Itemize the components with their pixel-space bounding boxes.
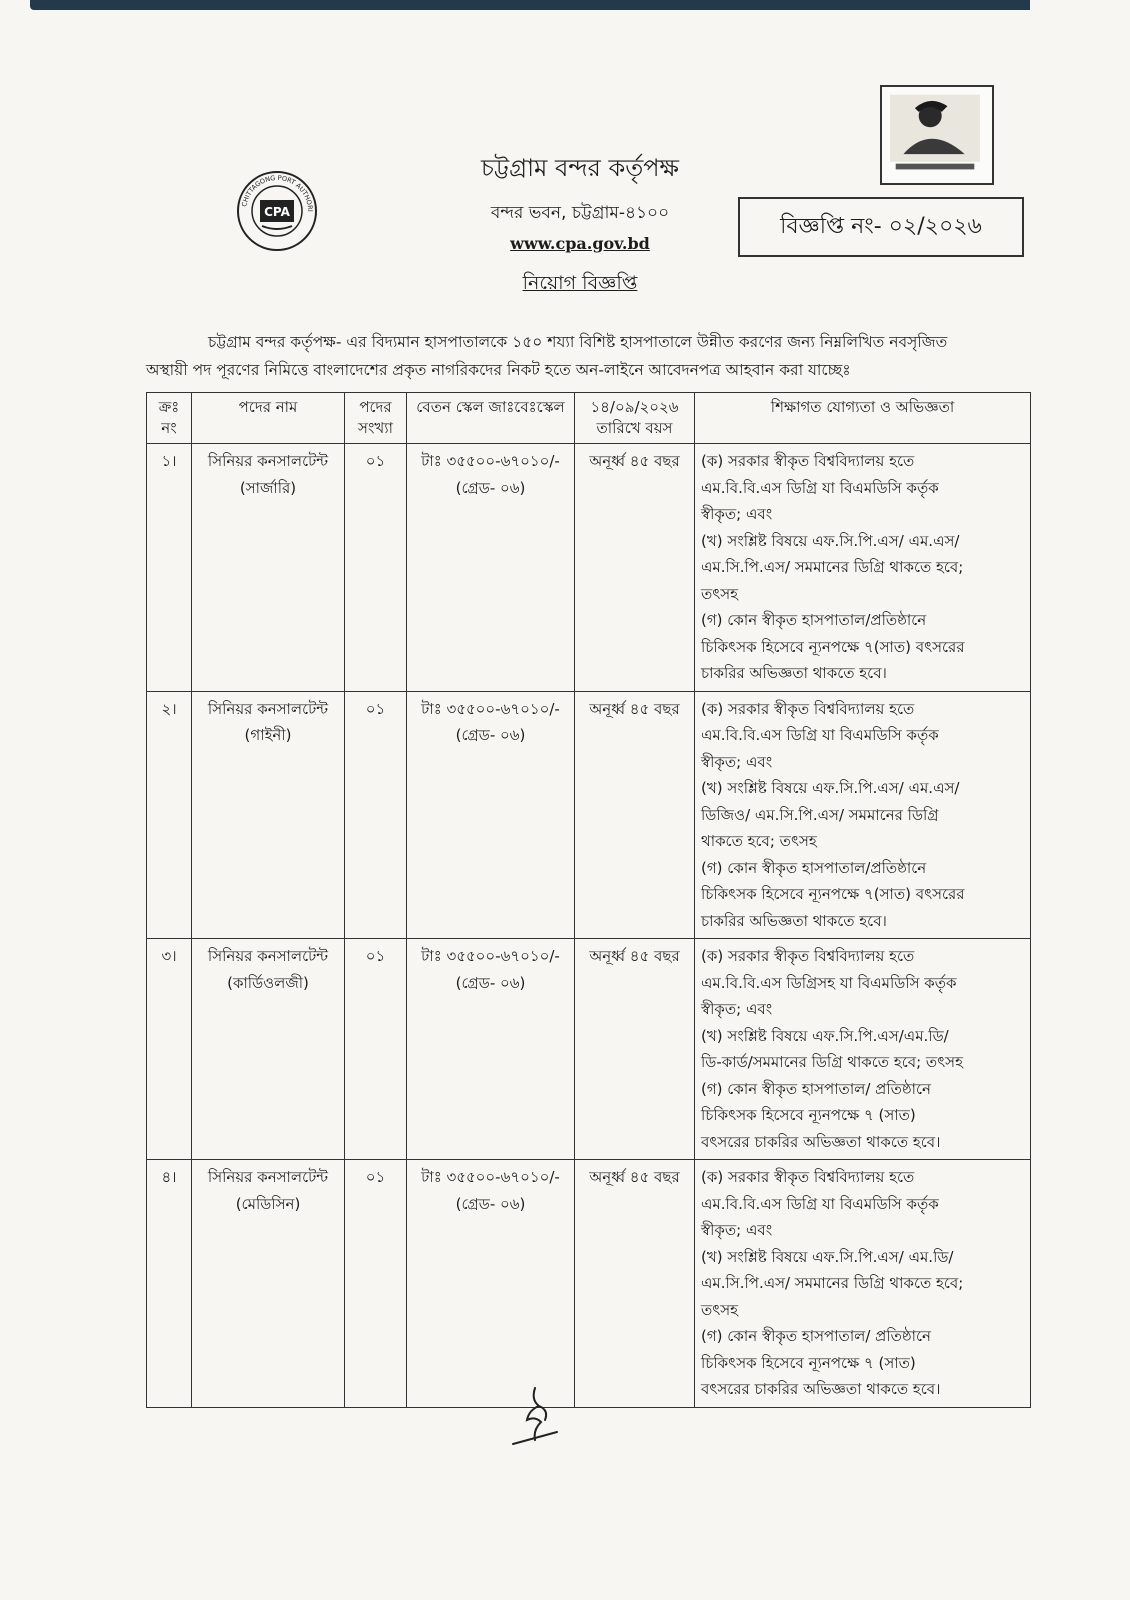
row-qualification — [695, 939, 1031, 1160]
row-post — [192, 939, 345, 1160]
qualification-line: (খ) সংশ্লিষ্ট বিষয়ে এফ.সি.পি.এস/ এম.ডি/ — [701, 1247, 954, 1266]
qualification-line: স্বীকৃত; এবং — [701, 752, 773, 771]
website-link[interactable]: www.cpa.gov.bd — [510, 234, 650, 253]
qualification-line: (ক) সরকার স্বীকৃত বিশ্ববিদ্যালয় হতে — [701, 699, 915, 718]
qualification-line: এম.বি.বি.এস ডিগ্রি যা বিএমডিসি কর্তৃক — [701, 1194, 939, 1213]
svg-text:CHITTAGONG PORT AUTHORITY: CHITTAGONG PORT AUTHORI — [240, 173, 315, 212]
row-qualification — [695, 1160, 1031, 1408]
post-dept: (গাইনী) — [244, 726, 292, 744]
table-row — [147, 444, 1031, 692]
row-post — [192, 444, 345, 692]
qualification-line: (গ) কোন স্বীকৃত হাসপাতাল/ প্রতিষ্ঠানে — [701, 1079, 932, 1098]
qualification-line: স্বীকৃত; এবং — [701, 1000, 773, 1018]
row-count: ০১ — [345, 444, 407, 692]
qualification-line: স্বীকৃত; এবং — [701, 1221, 773, 1239]
header-serial: ক্রঃ নং — [147, 393, 192, 444]
org-address: বন্দর ভবন, চট্টগ্রাম-৪১০০ — [490, 203, 670, 223]
row-age: অনূর্ধ্ব ৪৫ বছর — [575, 939, 695, 1160]
qualification-line: তৎসহ — [701, 584, 739, 603]
post-title: সিনিয়র কনসালটেন্ট — [207, 699, 329, 718]
row-age: অনূর্ধ্ব ৪৫ বছর — [575, 691, 695, 939]
post-title: সিনিয়র কনসালটেন্ট — [207, 947, 329, 965]
qualification-line: (ক) সরকার স্বীকৃত বিশ্ববিদ্যালয় হতে — [701, 452, 915, 470]
pay-scale: টাঃ ৩৫৫০০-৬৭০১০/- — [421, 1168, 560, 1186]
qualification-line: ডি-কার্ড/সমমানের ডিগ্রি থাকতে হবে; তৎসহ — [701, 1053, 963, 1071]
org-name: চট্টগ্রাম বন্দর কর্তৃপক্ষ — [481, 154, 679, 182]
row-pay — [407, 691, 575, 939]
qualification-line: এম.বি.বি.এস ডিগ্রি যা বিএমডিসি কর্তৃক — [701, 726, 939, 744]
qualification-line: স্বীকৃত; এবং — [701, 505, 773, 523]
row-pay — [407, 1160, 575, 1408]
svg-text:CPA: CPA — [264, 205, 290, 219]
header-post: পদের নাম — [192, 393, 345, 444]
row-serial: ২। — [147, 691, 192, 939]
pay-scale: টাঃ ৩৫৫০০-৬৭০১০/- — [421, 452, 560, 470]
grade: (গ্রেড- ০৬) — [455, 478, 526, 497]
grade: (গ্রেড- ০৬) — [455, 973, 526, 992]
notice-title: নিয়োগ বিজ্ঞপ্তি — [522, 272, 638, 294]
row-count: ০১ — [345, 691, 407, 939]
qualification-line: (খ) সংশ্লিষ্ট বিষয়ে এফ.সি.পি.এস/এম.ডি/ — [701, 1026, 949, 1045]
qualification-line: (খ) সংশ্লিষ্ট বিষয়ে এফ.সি.পি.এস/ এম.এস/ — [701, 531, 960, 550]
row-qualification — [695, 444, 1031, 692]
row-serial: ৪। — [147, 1160, 192, 1408]
table-header-row — [147, 393, 1031, 444]
portrait-image — [880, 85, 994, 185]
row-serial: ১। — [147, 444, 192, 692]
qualification-line: (গ) কোন স্বীকৃত হাসপাতাল/প্রতিষ্ঠানে — [701, 858, 927, 877]
post-title: সিনিয়র কনসালটেন্ট — [207, 452, 329, 470]
qualification-line: তৎসহ — [701, 1300, 739, 1319]
header-pay: বেতন স্কেল জাঃবেঃস্কেল — [407, 393, 575, 444]
header-qualification: শিক্ষাগত যোগ্যতা ও অভিজ্ঞতা — [695, 393, 1031, 444]
row-qualification — [695, 691, 1031, 939]
signature-icon — [505, 1380, 575, 1450]
intro-paragraph — [146, 328, 1026, 384]
grade: (গ্রেড- ০৬) — [455, 726, 526, 744]
row-pay — [407, 444, 575, 692]
grade: (গ্রেড- ০৬) — [455, 1194, 526, 1213]
table-row — [147, 1160, 1031, 1408]
notice-number-box: বিজ্ঞপ্তি নং- ০২/২০২৬ — [738, 197, 1024, 257]
qualification-line: (গ) কোন স্বীকৃত হাসপাতাল/প্রতিষ্ঠানে — [701, 611, 927, 629]
qualification-line: বৎসরের চাকরির অভিজ্ঞতা থাকতে হবে। — [701, 1380, 941, 1398]
qualification-line: এম.বি.বি.এস ডিগ্রিসহ যা বিএমডিসি কর্তৃক — [701, 973, 957, 992]
post-title: সিনিয়র কনসালটেন্ট — [207, 1168, 329, 1186]
row-serial: ৩। — [147, 939, 192, 1160]
qualification-line: এম.সি.পি.এস/ সমমানের ডিগ্রি থাকতে হবে; — [701, 558, 964, 576]
qualification-line: (ক) সরকার স্বীকৃত বিশ্ববিদ্যালয় হতে — [701, 1168, 915, 1186]
row-age: অনূর্ধ্ব ৪৫ বছর — [575, 444, 695, 692]
qualification-line: (খ) সংশ্লিষ্ট বিষয়ে এফ.সি.পি.এস/ এম.এস/ — [701, 779, 960, 797]
table-row — [147, 939, 1031, 1160]
qualification-line: এম.সি.পি.এস/ সমমানের ডিগ্রি থাকতে হবে; — [701, 1274, 964, 1292]
cpa-logo-icon — [236, 170, 318, 252]
qualification-line: (গ) কোন স্বীকৃত হাসপাতাল/ প্রতিষ্ঠানে — [701, 1327, 932, 1345]
posts-table — [146, 392, 1031, 1408]
row-post — [192, 691, 345, 939]
qualification-line: চাকরির অভিজ্ঞতা থাকতে হবে। — [701, 911, 887, 930]
row-age: অনূর্ধ্ব ৪৫ বছর — [575, 1160, 695, 1408]
intro-line-2: অস্থায়ী পদ পূরণের নিমিত্তে বাংলাদেশের প্রকৃত নাগরিকদের নিকট হতে অন-লাইনে আবেদনপত্র আহবান করা যাচ্ছেঃ — [146, 361, 851, 379]
post-dept: (মেডিসিন) — [235, 1194, 301, 1213]
pay-scale: টাঃ ৩৫৫০০-৬৭০১০/- — [421, 947, 560, 965]
row-count: ০১ — [345, 939, 407, 1160]
qualification-line: চিকিৎসক হিসেবে ন্যূনপক্ষে ৭(সাত) বৎসরের — [701, 637, 965, 656]
qualification-line: থাকতে হবে; তৎসহ — [701, 832, 817, 850]
intro-line-1: চট্টগ্রাম বন্দর কর্তৃপক্ষ- এর বিদ্যমান হাসপাতালকে ১৫০ শয্যা বিশিষ্ট হাসপাতালে উন্নীত করণের জন্য নিম্নলিখিত নবসৃজিত — [208, 333, 948, 351]
scan-edge-strip — [30, 0, 1030, 10]
qualification-line: চিকিৎসক হিসেবে ন্যূনপক্ষে ৭ (সাত) — [701, 1106, 916, 1124]
row-count: ০১ — [345, 1160, 407, 1408]
header-block — [420, 150, 740, 301]
row-post — [192, 1160, 345, 1408]
qualification-line: এম.বি.বি.এস ডিগ্রি যা বিএমডিসি কর্তৃক — [701, 478, 939, 497]
header-count: পদের সংখ্যা — [345, 393, 407, 444]
qualification-line: (ক) সরকার স্বীকৃত বিশ্ববিদ্যালয় হতে — [701, 947, 915, 965]
post-dept: (কার্ডিওলজী) — [227, 973, 309, 992]
qualification-line: চাকরির অভিজ্ঞতা থাকতে হবে। — [701, 664, 887, 682]
table-row — [147, 691, 1031, 939]
post-dept: (সার্জারি) — [239, 478, 297, 497]
pay-scale: টাঃ ৩৫৫০০-৬৭০১০/- — [421, 699, 560, 718]
row-pay — [407, 939, 575, 1160]
header-age: ১৪/০৯/২০২৬ তারিখে বয়স — [575, 393, 695, 444]
qualification-line: বৎসরের চাকরির অভিজ্ঞতা থাকতে হবে। — [701, 1132, 941, 1151]
qualification-line: চিকিৎসক হিসেবে ন্যূনপক্ষে ৭ (সাত) — [701, 1353, 916, 1372]
qualification-line: চিকিৎসক হিসেবে ন্যূনপক্ষে ৭(সাত) বৎসরের — [701, 885, 965, 903]
qualification-line: ডিজিও/ এম.সি.পি.এস/ সমমানের ডিগ্রি — [701, 805, 939, 824]
